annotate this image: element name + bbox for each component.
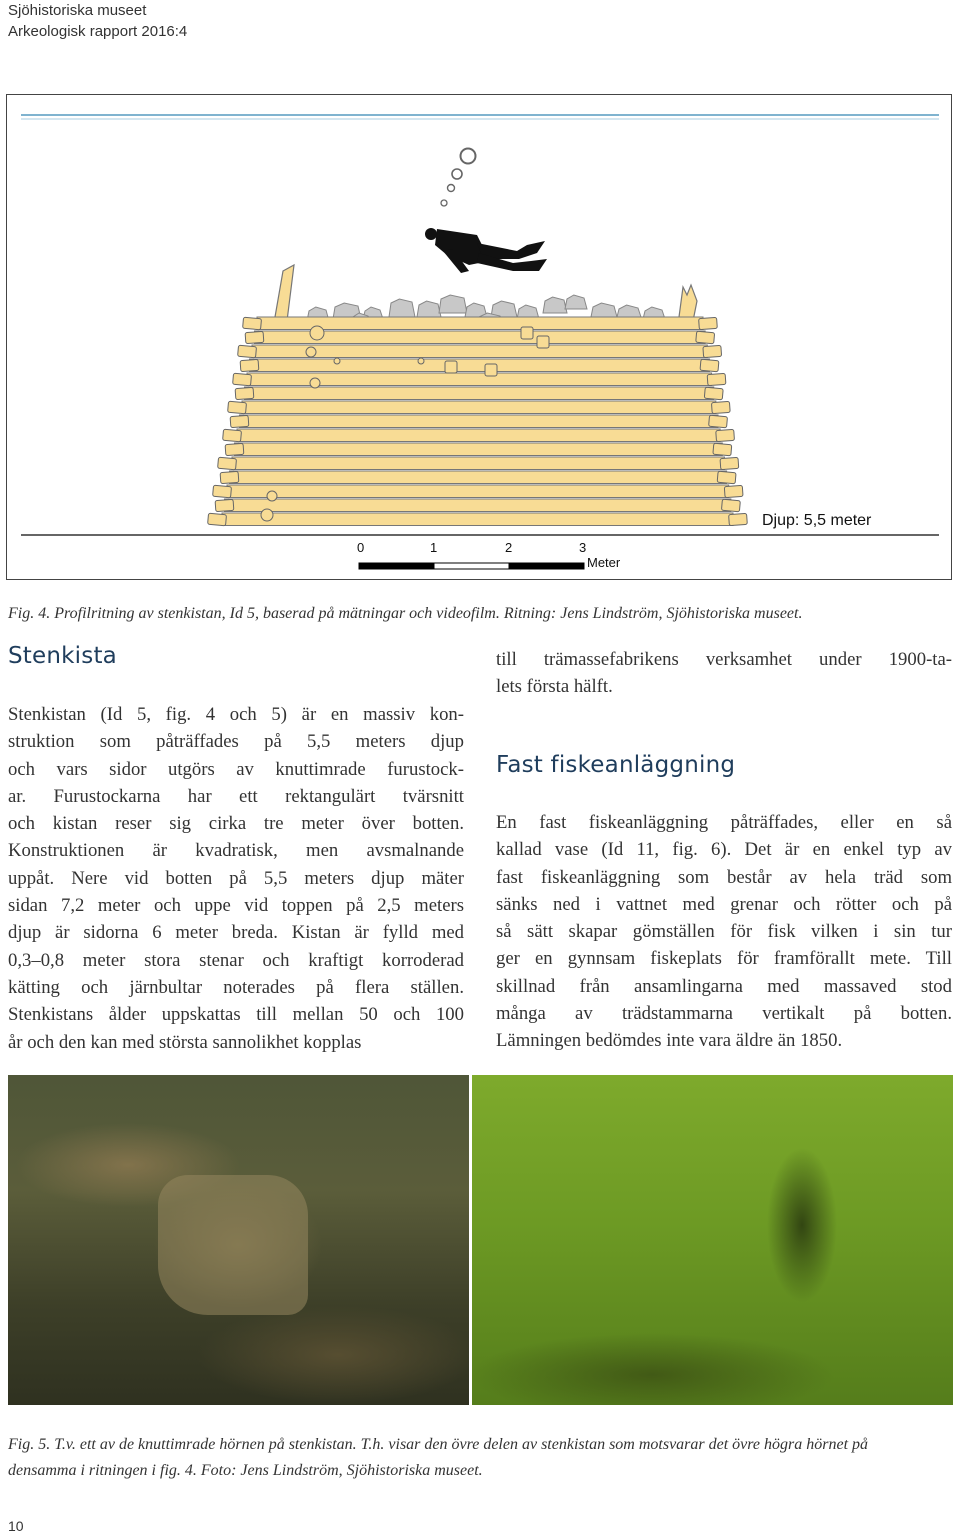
fiske-body bbox=[496, 809, 952, 1055]
bolt-marker bbox=[418, 358, 424, 364]
log-end bbox=[213, 485, 232, 498]
bolt-marker bbox=[310, 326, 324, 340]
stone bbox=[543, 297, 567, 313]
bolt-marker bbox=[334, 358, 340, 364]
log-end bbox=[235, 387, 254, 399]
figure-4-caption: Fig. 4. Profilritning av stenkistan, Id 5, baserad på mätningar och videofilm. Ritning: Jens Lindström, Sjöhistoriska museet. bbox=[8, 605, 803, 622]
bolt-marker bbox=[485, 364, 497, 376]
left-post bbox=[275, 265, 294, 321]
bolt-marker bbox=[267, 491, 277, 501]
stone bbox=[417, 301, 441, 317]
text-line: sänks ned i vattnet med grenar och rötter och på bbox=[496, 893, 952, 915]
bubble bbox=[441, 200, 447, 206]
log-row bbox=[230, 471, 727, 484]
log-end bbox=[707, 373, 726, 385]
institution-name: Sjöhistoriska museet bbox=[8, 2, 147, 19]
log-row bbox=[232, 457, 724, 470]
text-line: till trämassefabrikens verksamhet under 1900-ta- bbox=[496, 649, 952, 670]
text-line: Lämningen bedömdes inte vara äldre än 1850. bbox=[496, 1030, 843, 1052]
scale-tick-1: 1 bbox=[430, 540, 438, 555]
log-end bbox=[230, 415, 249, 427]
text-line: fast fiskeanläggning som består av hela träd som bbox=[496, 866, 952, 888]
log-end bbox=[700, 359, 719, 372]
scale-segment bbox=[359, 563, 434, 569]
text-line: sidan 7,2 meter och uppe vid toppen på 2,5 meters bbox=[8, 895, 464, 917]
text-line: och vars sidor utgörs av knuttimrade furustock- bbox=[8, 758, 464, 780]
log-rows bbox=[222, 317, 733, 526]
log-end bbox=[220, 471, 239, 483]
text-line: så sätt skapar gömställen för fisk vilken i sin tur bbox=[496, 921, 952, 943]
text-line: Konstruktionen är kvadratisk, men avsmalnande bbox=[8, 840, 464, 862]
log-row bbox=[252, 345, 707, 358]
log-end bbox=[218, 457, 237, 470]
log-end bbox=[215, 499, 234, 511]
text-line: ar. Furustockarna har ett rektangulärt tvärsnitt bbox=[8, 785, 464, 807]
diver-icon bbox=[425, 228, 547, 273]
text-line: djup är sidorna 6 meter breda. Kistan är fylld med bbox=[8, 922, 464, 944]
stone bbox=[389, 299, 415, 317]
text-line: struktion som påträffades på 5,5 meters djup bbox=[8, 731, 464, 753]
log-end bbox=[709, 415, 728, 428]
scale-segment bbox=[509, 563, 584, 569]
log-end bbox=[245, 331, 264, 343]
log-end bbox=[208, 513, 227, 526]
log-end bbox=[711, 401, 730, 413]
bolt-marker bbox=[306, 347, 316, 357]
text-line: år och den kan med största sannolikhet kopplas bbox=[8, 1031, 362, 1053]
scale-segment bbox=[434, 563, 509, 569]
log-row bbox=[225, 499, 731, 512]
text-line: kallad vase (Id 11, fig. 6). Det är en enkel typ av bbox=[496, 839, 952, 861]
text-line: ger en gynnsam fiskeplats för framförallt mete. Till bbox=[496, 948, 952, 970]
section-heading-fiske: Fast fiskeanläggning bbox=[496, 752, 736, 778]
figure-4-drawing bbox=[6, 94, 952, 580]
log-end bbox=[729, 513, 748, 525]
bolt-marker bbox=[310, 378, 320, 388]
bubble bbox=[448, 185, 455, 192]
photo-stenkista-top bbox=[472, 1075, 953, 1405]
figure-5-caption bbox=[8, 1432, 868, 1484]
section-heading-stenkista: Stenkista bbox=[8, 643, 117, 669]
log-end bbox=[713, 443, 732, 456]
text-line: kätting och järnbultar noterades på flera ställen. bbox=[8, 976, 464, 998]
log-end bbox=[228, 401, 247, 414]
bubble bbox=[452, 169, 462, 179]
photo-stenkista-corner bbox=[8, 1075, 469, 1405]
text-line: uppåt. Nere vid botten på 5,5 meters djup mäter bbox=[8, 867, 464, 889]
log-end bbox=[696, 331, 715, 344]
bolt-marker bbox=[521, 327, 533, 339]
log-row bbox=[237, 429, 720, 442]
log-row bbox=[242, 401, 716, 414]
log-end bbox=[225, 443, 244, 455]
text-line: En fast fiskeanläggning påträffades, eller en så bbox=[496, 812, 952, 833]
log-end bbox=[720, 457, 739, 469]
text-line: skillnad från ansamlingarna med massaved stod bbox=[496, 975, 952, 997]
log-end bbox=[223, 429, 242, 442]
log-row bbox=[235, 443, 723, 456]
log-end bbox=[243, 317, 262, 330]
log-end bbox=[721, 499, 740, 512]
log-end bbox=[238, 345, 257, 358]
caption-line: densamma i ritningen i fig. 4. Foto: Jens Lindström, Sjöhistoriska museet. bbox=[8, 1462, 483, 1479]
text-line: lets första hälft. bbox=[496, 676, 613, 698]
stone bbox=[439, 295, 467, 313]
continuation-body bbox=[496, 646, 952, 701]
text-line: 0,3–0,8 meter stora stenar och kraftigt korroderad bbox=[8, 949, 464, 971]
stenkista-profile-drawing bbox=[7, 95, 953, 581]
log-end bbox=[717, 471, 736, 484]
log-end bbox=[703, 345, 722, 357]
log-row bbox=[227, 485, 729, 498]
log-end bbox=[716, 429, 735, 441]
text-line: Stenkistan (Id 5, fig. 4 och 5) är en massiv kon- bbox=[8, 704, 464, 725]
scale-tick-2: 2 bbox=[505, 540, 513, 555]
scale-tick-3: 3 bbox=[579, 540, 587, 555]
stone bbox=[591, 303, 617, 317]
text-line: Stenkistans ålder uppskattas till mellan 50 och 100 bbox=[8, 1004, 464, 1026]
log-end bbox=[704, 387, 723, 400]
log-end bbox=[240, 359, 259, 371]
stone bbox=[565, 295, 587, 309]
depth-label: Djup: 5,5 meter bbox=[762, 512, 872, 529]
stone bbox=[617, 305, 641, 317]
log-end bbox=[699, 317, 718, 329]
scale-tick-0: 0 bbox=[357, 540, 365, 555]
text-line: och kistan reser sig cirka tre meter över botten. bbox=[8, 813, 464, 835]
log-row bbox=[222, 513, 733, 526]
right-post bbox=[679, 285, 697, 321]
page-header bbox=[8, 0, 187, 42]
report-title: Arkeologisk rapport 2016:4 bbox=[8, 23, 188, 40]
bolt-marker bbox=[445, 361, 457, 373]
log-row bbox=[257, 317, 703, 330]
log-row bbox=[245, 387, 714, 400]
page-number: 10 bbox=[8, 1518, 24, 1534]
bolt-marker bbox=[537, 336, 549, 348]
bolt-marker bbox=[261, 509, 273, 521]
caption-line: Fig. 5. T.v. ett av de knuttimrade hörnen på stenkistan. T.h. visar den övre delen av stenkistan som motsvarar det övre högra hörnet på bbox=[8, 1436, 869, 1453]
text-line: många av trädstammarna vertikalt på botten. bbox=[496, 1003, 952, 1025]
scale-unit: Meter bbox=[587, 555, 621, 570]
log-row bbox=[250, 359, 710, 372]
bubble bbox=[461, 149, 476, 164]
log-end bbox=[233, 373, 252, 386]
log-row bbox=[240, 415, 719, 428]
log-end bbox=[724, 485, 743, 497]
stenkista-body bbox=[8, 701, 464, 1056]
